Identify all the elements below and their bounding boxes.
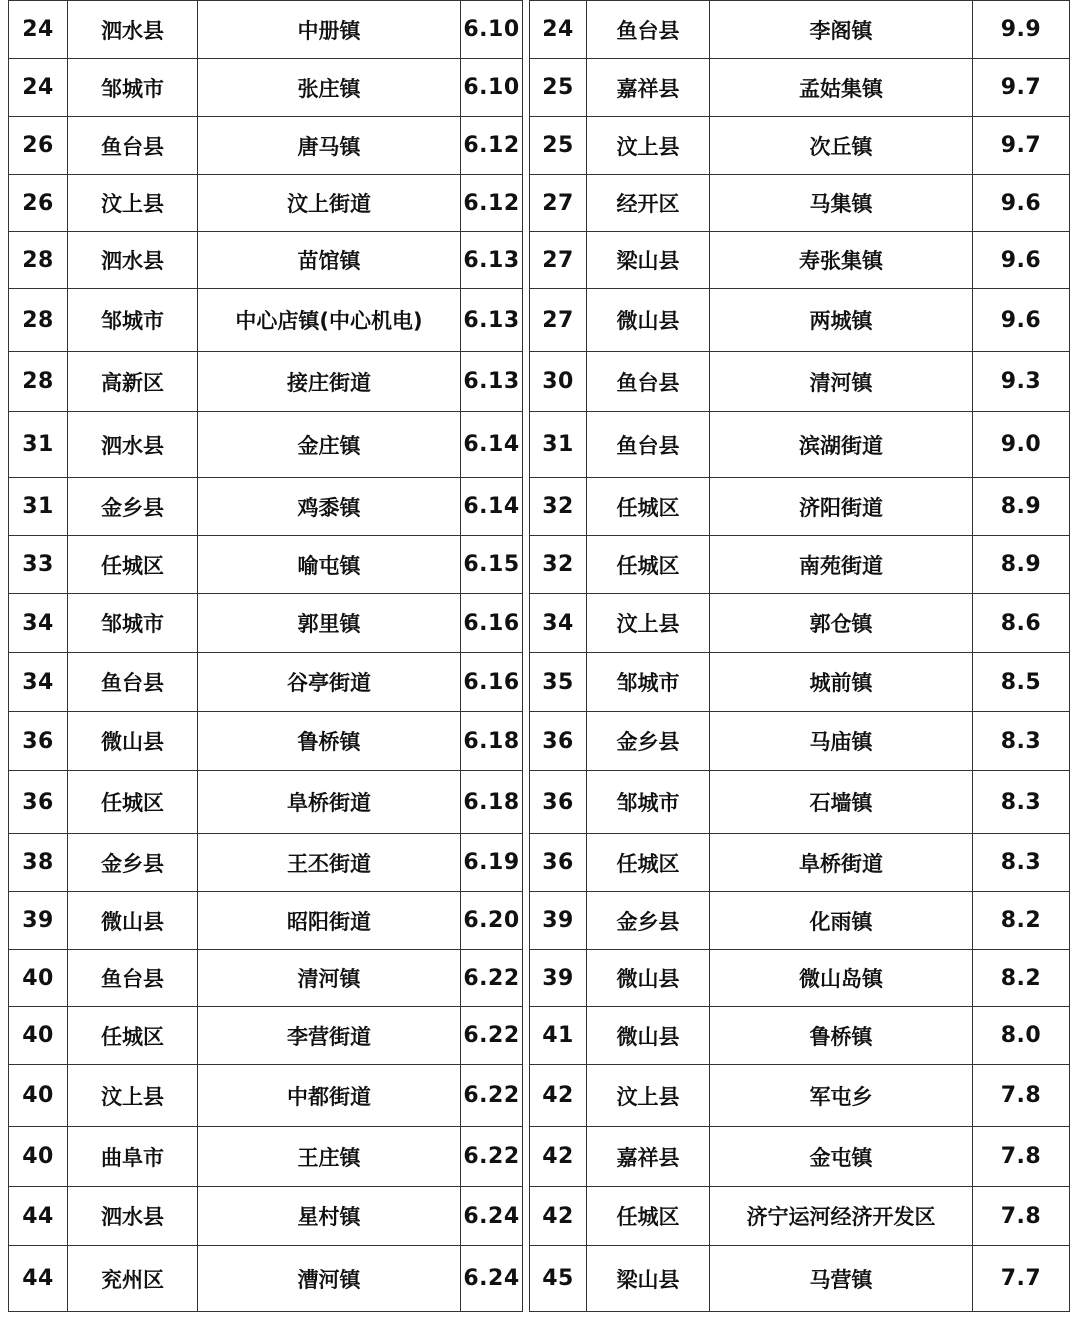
- table-row: [9, 1065, 523, 1127]
- left-ranking-table: [8, 0, 523, 1312]
- town-cell: 鸡黍镇: [198, 478, 461, 536]
- rank-cell: 24: [9, 1, 68, 59]
- county-cell: 金乡县: [587, 712, 710, 771]
- value-cell: 6.18: [461, 712, 523, 771]
- table-row: [530, 352, 1070, 412]
- rank-cell: 28: [9, 352, 68, 412]
- rank-cell: 31: [9, 412, 68, 478]
- table-row: [9, 352, 523, 412]
- table-row: [530, 594, 1070, 653]
- value-cell: 8.3: [973, 771, 1070, 834]
- rank-cell: 35: [530, 653, 587, 712]
- rank-cell: 42: [530, 1065, 587, 1127]
- town-cell: 金屯镇: [710, 1127, 973, 1187]
- county-cell: 曲阜市: [68, 1127, 198, 1187]
- value-cell: 9.7: [973, 59, 1070, 117]
- left-table-body: [9, 1, 523, 1312]
- table-row: [9, 117, 523, 175]
- town-cell: 张庄镇: [198, 59, 461, 117]
- value-cell: 8.2: [973, 950, 1070, 1007]
- rank-cell: 40: [9, 950, 68, 1007]
- table-row: [9, 412, 523, 478]
- value-cell: 6.22: [461, 1127, 523, 1187]
- county-cell: 鱼台县: [587, 352, 710, 412]
- rank-cell: 41: [530, 1007, 587, 1065]
- county-cell: 鱼台县: [587, 1, 710, 59]
- rank-cell: 38: [9, 834, 68, 892]
- value-cell: 8.5: [973, 653, 1070, 712]
- rank-cell: 31: [530, 412, 587, 478]
- rank-cell: 45: [530, 1246, 587, 1312]
- value-cell: 8.0: [973, 1007, 1070, 1065]
- value-cell: 6.10: [461, 1, 523, 59]
- table-row: [530, 771, 1070, 834]
- town-cell: 济阳街道: [710, 478, 973, 536]
- county-cell: 梁山县: [587, 1246, 710, 1312]
- county-cell: 任城区: [68, 1007, 198, 1065]
- rank-cell: 27: [530, 232, 587, 289]
- rank-cell: 27: [530, 289, 587, 352]
- rank-cell: 26: [9, 175, 68, 232]
- table-row: [9, 950, 523, 1007]
- value-cell: 6.13: [461, 232, 523, 289]
- town-cell: 马集镇: [710, 175, 973, 232]
- value-cell: 6.24: [461, 1187, 523, 1246]
- county-cell: 鱼台县: [68, 950, 198, 1007]
- town-cell: 马营镇: [710, 1246, 973, 1312]
- rank-cell: 36: [9, 712, 68, 771]
- table-row: [9, 594, 523, 653]
- rank-cell: 25: [530, 117, 587, 175]
- table-row: [9, 771, 523, 834]
- value-cell: 6.12: [461, 175, 523, 232]
- county-cell: 邹城市: [587, 771, 710, 834]
- table-row: [530, 175, 1070, 232]
- rank-cell: 30: [530, 352, 587, 412]
- value-cell: 8.2: [973, 892, 1070, 950]
- county-cell: 泗水县: [68, 1, 198, 59]
- value-cell: 8.6: [973, 594, 1070, 653]
- town-cell: 王丕街道: [198, 834, 461, 892]
- rank-cell: 40: [9, 1127, 68, 1187]
- town-cell: 滨湖街道: [710, 412, 973, 478]
- value-cell: 9.9: [973, 1, 1070, 59]
- county-cell: 微山县: [587, 1007, 710, 1065]
- county-cell: 微山县: [587, 289, 710, 352]
- value-cell: 6.24: [461, 1246, 523, 1312]
- county-cell: 泗水县: [68, 1187, 198, 1246]
- town-cell: 漕河镇: [198, 1246, 461, 1312]
- table-row: [530, 232, 1070, 289]
- table-row: [9, 712, 523, 771]
- rank-cell: 42: [530, 1187, 587, 1246]
- county-cell: 微山县: [68, 892, 198, 950]
- table-row: [9, 1, 523, 59]
- county-cell: 邹城市: [68, 289, 198, 352]
- county-cell: 兖州区: [68, 1246, 198, 1312]
- value-cell: 6.10: [461, 59, 523, 117]
- table-row: [530, 478, 1070, 536]
- table-row: [530, 712, 1070, 771]
- town-cell: 中都街道: [198, 1065, 461, 1127]
- county-cell: 嘉祥县: [587, 1127, 710, 1187]
- rank-cell: 34: [9, 653, 68, 712]
- county-cell: 汶上县: [587, 1065, 710, 1127]
- town-cell: 中心店镇(中心机电): [198, 289, 461, 352]
- county-cell: 邹城市: [68, 59, 198, 117]
- value-cell: 6.20: [461, 892, 523, 950]
- value-cell: 8.3: [973, 834, 1070, 892]
- county-cell: 鱼台县: [68, 117, 198, 175]
- table-row: [9, 289, 523, 352]
- town-cell: 鲁桥镇: [710, 1007, 973, 1065]
- town-cell: 喻屯镇: [198, 536, 461, 594]
- county-cell: 任城区: [587, 834, 710, 892]
- town-cell: 谷亭街道: [198, 653, 461, 712]
- county-cell: 嘉祥县: [587, 59, 710, 117]
- town-cell: 苗馆镇: [198, 232, 461, 289]
- town-cell: 鲁桥镇: [198, 712, 461, 771]
- value-cell: 9.6: [973, 289, 1070, 352]
- table-row: [9, 892, 523, 950]
- town-cell: 清河镇: [198, 950, 461, 1007]
- rank-cell: 36: [530, 834, 587, 892]
- rank-cell: 28: [9, 289, 68, 352]
- value-cell: 8.9: [973, 478, 1070, 536]
- rank-cell: 39: [530, 950, 587, 1007]
- county-cell: 经开区: [587, 175, 710, 232]
- table-row: [9, 536, 523, 594]
- table-row: [530, 59, 1070, 117]
- table-row: [9, 834, 523, 892]
- value-cell: 9.6: [973, 175, 1070, 232]
- value-cell: 6.15: [461, 536, 523, 594]
- rank-cell: 33: [9, 536, 68, 594]
- rank-cell: 31: [9, 478, 68, 536]
- town-cell: 南苑街道: [710, 536, 973, 594]
- town-cell: 唐马镇: [198, 117, 461, 175]
- rank-cell: 36: [9, 771, 68, 834]
- rank-cell: 25: [530, 59, 587, 117]
- value-cell: 6.14: [461, 478, 523, 536]
- table-row: [530, 117, 1070, 175]
- town-cell: 微山岛镇: [710, 950, 973, 1007]
- county-cell: 泗水县: [68, 232, 198, 289]
- town-cell: 接庄街道: [198, 352, 461, 412]
- town-cell: 清河镇: [710, 352, 973, 412]
- rank-cell: 32: [530, 478, 587, 536]
- rank-cell: 32: [530, 536, 587, 594]
- town-cell: 李营街道: [198, 1007, 461, 1065]
- town-cell: 郭里镇: [198, 594, 461, 653]
- value-cell: 7.8: [973, 1187, 1070, 1246]
- value-cell: 9.3: [973, 352, 1070, 412]
- table-row: [9, 59, 523, 117]
- rank-cell: 39: [9, 892, 68, 950]
- town-cell: 济宁运河经济开发区: [710, 1187, 973, 1246]
- value-cell: 6.18: [461, 771, 523, 834]
- town-cell: 石墙镇: [710, 771, 973, 834]
- right-table-body: [530, 1, 1070, 1312]
- value-cell: 6.22: [461, 1065, 523, 1127]
- value-cell: 9.0: [973, 412, 1070, 478]
- county-cell: 高新区: [68, 352, 198, 412]
- table-row: [530, 653, 1070, 712]
- table-row: [530, 950, 1070, 1007]
- town-cell: 军屯乡: [710, 1065, 973, 1127]
- county-cell: 汶上县: [68, 175, 198, 232]
- county-cell: 任城区: [68, 771, 198, 834]
- rank-cell: 26: [9, 117, 68, 175]
- town-cell: 化雨镇: [710, 892, 973, 950]
- rank-cell: 36: [530, 771, 587, 834]
- town-cell: 李阁镇: [710, 1, 973, 59]
- town-cell: 王庄镇: [198, 1127, 461, 1187]
- table-row: [530, 1007, 1070, 1065]
- rank-cell: 44: [9, 1246, 68, 1312]
- county-cell: 泗水县: [68, 412, 198, 478]
- right-ranking-table: [529, 0, 1070, 1312]
- table-row: [9, 653, 523, 712]
- rank-cell: 40: [9, 1007, 68, 1065]
- county-cell: 金乡县: [68, 478, 198, 536]
- county-cell: 金乡县: [68, 834, 198, 892]
- value-cell: 6.19: [461, 834, 523, 892]
- table-row: [9, 478, 523, 536]
- value-cell: 6.13: [461, 289, 523, 352]
- table-row: [9, 175, 523, 232]
- county-cell: 微山县: [587, 950, 710, 1007]
- value-cell: 6.13: [461, 352, 523, 412]
- county-cell: 汶上县: [587, 594, 710, 653]
- value-cell: 7.7: [973, 1246, 1070, 1312]
- town-cell: 星村镇: [198, 1187, 461, 1246]
- rank-cell: 39: [530, 892, 587, 950]
- rank-cell: 40: [9, 1065, 68, 1127]
- county-cell: 任城区: [587, 536, 710, 594]
- town-cell: 阜桥街道: [198, 771, 461, 834]
- county-cell: 金乡县: [587, 892, 710, 950]
- rank-cell: 42: [530, 1127, 587, 1187]
- value-cell: 7.8: [973, 1127, 1070, 1187]
- town-cell: 郭仓镇: [710, 594, 973, 653]
- county-cell: 任城区: [587, 478, 710, 536]
- table-row: [530, 1187, 1070, 1246]
- county-cell: 微山县: [68, 712, 198, 771]
- county-cell: 鱼台县: [587, 412, 710, 478]
- county-cell: 任城区: [587, 1187, 710, 1246]
- value-cell: 6.22: [461, 950, 523, 1007]
- rank-cell: 36: [530, 712, 587, 771]
- table-row: [9, 1187, 523, 1246]
- county-cell: 任城区: [68, 536, 198, 594]
- county-cell: 梁山县: [587, 232, 710, 289]
- town-cell: 城前镇: [710, 653, 973, 712]
- value-cell: 7.8: [973, 1065, 1070, 1127]
- table-row: [9, 1007, 523, 1065]
- rank-cell: 24: [9, 59, 68, 117]
- value-cell: 6.12: [461, 117, 523, 175]
- table-row: [530, 892, 1070, 950]
- table-row: [530, 1246, 1070, 1312]
- town-cell: 寿张集镇: [710, 232, 973, 289]
- value-cell: 9.6: [973, 232, 1070, 289]
- rank-cell: 28: [9, 232, 68, 289]
- county-cell: 鱼台县: [68, 653, 198, 712]
- town-cell: 次丘镇: [710, 117, 973, 175]
- value-cell: 6.22: [461, 1007, 523, 1065]
- county-cell: 邹城市: [587, 653, 710, 712]
- town-cell: 马庙镇: [710, 712, 973, 771]
- town-cell: 金庄镇: [198, 412, 461, 478]
- table-row: [530, 412, 1070, 478]
- rank-cell: 34: [9, 594, 68, 653]
- table-row: [530, 1, 1070, 59]
- rank-cell: 27: [530, 175, 587, 232]
- town-cell: 中册镇: [198, 1, 461, 59]
- table-row: [530, 1065, 1070, 1127]
- value-cell: 6.16: [461, 594, 523, 653]
- table-row: [9, 232, 523, 289]
- town-cell: 两城镇: [710, 289, 973, 352]
- rank-cell: 44: [9, 1187, 68, 1246]
- table-row: [530, 289, 1070, 352]
- table-row: [9, 1127, 523, 1187]
- table-row: [530, 1127, 1070, 1187]
- value-cell: 9.7: [973, 117, 1070, 175]
- town-cell: 昭阳街道: [198, 892, 461, 950]
- value-cell: 6.16: [461, 653, 523, 712]
- value-cell: 8.3: [973, 712, 1070, 771]
- county-cell: 汶上县: [68, 1065, 198, 1127]
- town-cell: 汶上街道: [198, 175, 461, 232]
- value-cell: 8.9: [973, 536, 1070, 594]
- rank-cell: 24: [530, 1, 587, 59]
- county-cell: 汶上县: [587, 117, 710, 175]
- table-row: [9, 1246, 523, 1312]
- rank-cell: 34: [530, 594, 587, 653]
- county-cell: 邹城市: [68, 594, 198, 653]
- town-cell: 孟姑集镇: [710, 59, 973, 117]
- town-cell: 阜桥街道: [710, 834, 973, 892]
- table-row: [530, 536, 1070, 594]
- value-cell: 6.14: [461, 412, 523, 478]
- table-row: [530, 834, 1070, 892]
